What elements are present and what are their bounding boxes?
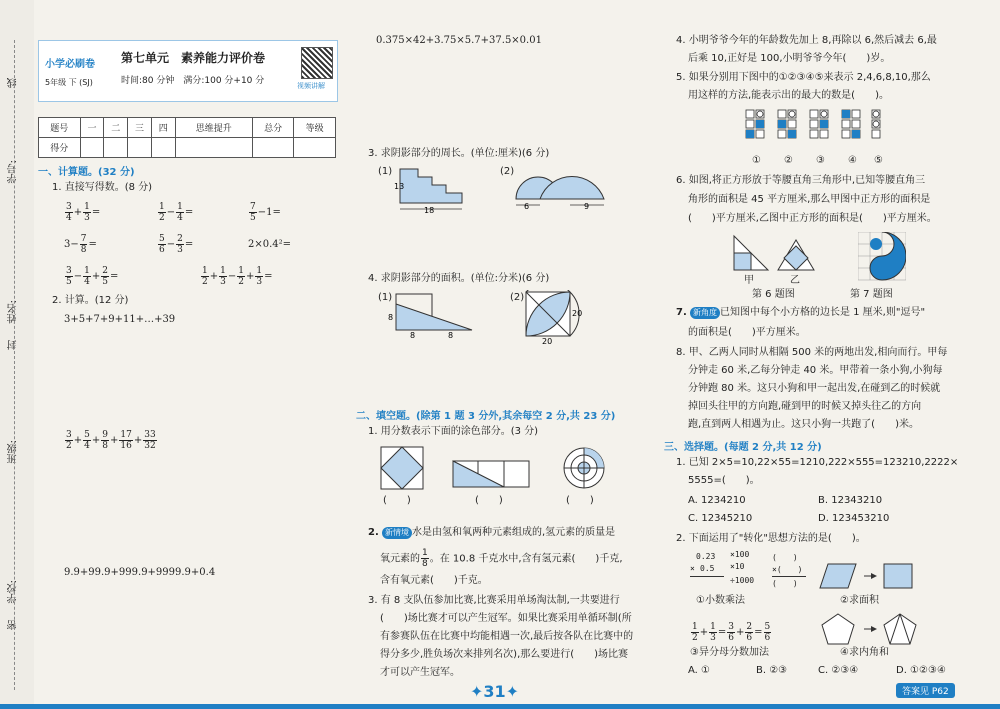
answer-blank[interactable]: ( ) [566,495,594,506]
brand: 小学必刷卷 [45,59,95,70]
dim-label: 18 [424,206,435,213]
dim-label: 8 [410,331,416,340]
abacus-mark: ② [784,155,793,166]
score-header: 四 [151,118,175,138]
q1-3: 3. 求阴影部分的周长。(单位:厘米)(6 分) [368,148,550,159]
option-d[interactable]: D. 123453210 [818,513,890,524]
q2-5-line2: 用这样的方法,能表示出的最大的数是( )。 [688,90,889,101]
petal-square-figure [522,290,582,346]
spine-xuehao: 学号: [8,160,19,184]
method-label: ②求面积 [840,595,879,606]
answer-reference: 答案见 P62 [896,683,955,698]
fig-yi: 乙 [790,275,800,286]
fig-label: (1) [378,166,393,177]
q1-2: 2. 计算。(12 分) [52,295,129,306]
method-label: ④求内角和 [840,647,889,658]
score-header: 三 [128,118,152,138]
calc-item: $\frac{3}{5}$ − $\frac{1}{4}$ + $\frac{2}{5}$ = [66,266,119,287]
q2-6-line2: 角形的面积是 45 平方厘米,那么甲图中正方形的面积是 [688,194,931,205]
spine-seal: 封 [8,340,19,350]
q2-7-line2: 的面积是( )平方厘米。 [688,327,806,338]
fig7-caption: 第 7 题图 [850,289,893,300]
spine-banji: 班级: [8,440,19,464]
calc-decimals: 9.9+99.9+999.9+9999.9+0.4 [64,567,216,578]
score-cell[interactable] [128,138,152,158]
option-a[interactable]: A. 1234210 [688,495,746,506]
part1-title: 一、计算题。(32 分) [38,167,135,178]
score-cell[interactable] [294,138,336,158]
dim-label: 6 [524,202,530,211]
video-label: 视频讲解 [297,82,325,90]
option-a[interactable]: A. ① [688,665,710,676]
pentagon-figure [820,612,920,646]
fraction-addition: $\frac{1}{2}$ + $\frac{1}{3}$ = $\frac{3}{6}$ + $\frac{2}{6}$ = $\frac{5}{6}$ [692,622,771,643]
calc-item: $\frac{1}{2}$ − $\frac{1}{4}$ = [159,202,194,223]
exam-title: 第七单元 素养能力评价卷 [121,51,266,65]
dim-label: 13 [394,182,405,191]
q2-3-line4: 得分多少,胜负场次来排列名次),那么要进行( )场比赛 [380,649,629,660]
strip-figure [452,460,530,488]
calc-item: $\frac{5}{6}$ − $\frac{2}{3}$ = [159,234,194,255]
q2-6-line3: ( )平方厘米,乙图中正方形的面积是( )平方厘米。 [688,213,937,224]
grade: 5年级 下 (SJ) [45,78,93,87]
score-table [38,117,336,158]
abacus-mark: ③ [816,155,825,166]
bottom-bar [0,704,1000,709]
abacus-mark: ① [752,155,761,166]
fig-label: (2) [510,292,525,303]
staircase-figure [392,163,482,213]
abacus-mark: ④ [848,155,857,166]
fig6-caption: 第 6 题图 [752,289,795,300]
spine-line: 线 [8,78,19,88]
spine-close: 密 [8,620,19,630]
spine-school: 学校: [8,580,19,604]
part2-title: 二、填空题。(除第 1 题 3 分外,其余每空 2 分,共 23 分) [356,411,616,422]
new-angle-badge: 新角度 [690,307,720,319]
exam-subtitle: 时间:80 分钟 满分:100 分+10 分 [121,76,265,86]
q2-2-line3: 含有氧元素( )千克。 [380,575,488,586]
score-header: 思维提升 [175,118,252,138]
q3-2: 2. 下面运用了"转化"思想方法的是( )。 [676,533,866,544]
q2-7: 7. 新角度 已知图中每个小方格的边长是 1 厘米,则"逗号" [676,307,926,318]
q1-1: 1. 直接写得数。(8 分) [52,182,153,193]
score-header: 题号 [39,118,81,138]
calc-item: $\frac{1}{2}$ + $\frac{1}{3}$ − $\frac{1}{2}$ + $\frac{1}{3}$ = [202,266,273,287]
q2-8-line4: 掉回头往甲的方向跑,碰到甲的时候又掉头往乙的方向 [688,401,922,412]
calc-item: $\frac{3}{4}$ + $\frac{1}{3}$ = [66,202,101,223]
dim-label: 20 [572,309,582,318]
q2-5: 5. 如果分别用下图中的①②③④⑤来表示 2,4,6,8,10,那么 [676,72,931,83]
calc-item: 2×0.4²= [248,239,292,250]
q2-8-line2: 分钟走 60 米,乙每分钟走 40 米。甲带着一条小狗,小狗每 [688,365,943,376]
calc-item: 3− $\frac{7}{8}$ = [64,234,97,255]
score-row-label: 得分 [39,138,81,158]
dim-label: 8 [388,313,394,322]
q2-3: 3. 有 8 支队伍参加比赛,比赛采用单场淘汰制,一共要进行 [368,595,620,606]
q2-4-line2: 后乘 10,正好是 100,小明爷爷今年( )岁。 [688,53,891,64]
qr-code-icon [301,47,333,79]
semicircles-figure [510,163,610,213]
method-label: ①小数乘法 [696,595,745,606]
comma-grid-figure [858,232,906,288]
score-header: 二 [104,118,128,138]
q3-1: 1. 已知 2×5=10,22×55=1210,222×555=123210,2222× [676,457,959,468]
score-cell[interactable] [252,138,294,158]
triangle-squares-figure [730,232,820,274]
binding-spine [0,0,34,709]
fig-jia: 甲 [744,275,754,286]
dim-label: 20 [542,337,553,346]
dim-label: 9 [584,202,590,211]
cut-line [14,40,15,690]
q2-1: 1. 用分数表示下面的涂色部分。(3 分) [368,426,539,437]
rings-figure [562,446,606,490]
spine-name: 姓名: [8,300,19,324]
calc-fractions: $\frac{3}{2}$ + $\frac{5}{4}$ + $\frac{9}{8}$ + $\frac{17}{16}$ + $\frac{33}{32}$ [66,430,156,451]
option-b[interactable]: B. 12343210 [818,495,883,506]
calc-series: 3+5+7+9+11+…+39 [64,314,176,325]
q2-8-line3: 分钟跑 80 米。这只小狗和甲一起出发,在碰到乙的时候就 [688,383,941,394]
exam-header [38,40,338,102]
q2-6: 6. 如图,将正方形放于等腰直角三角形中,已知等腰直角三 [676,175,926,186]
page-number: ✦31✦ [470,682,520,701]
calc-item: $\frac{7}{5}$ −1= [250,202,281,223]
abacus-mark: ⑤ [874,155,883,166]
calc-multiplication: 0.375×42+3.75×5.7+37.5×0.01 [376,35,542,46]
score-header: 总分 [252,118,294,138]
triangle-square-figure [388,290,478,340]
fig-label: (1) [378,292,393,303]
q3-1-line2: 5555=( )。 [688,475,760,486]
q2-2: 2. 新情境 水是由氢和氧两种元素组成的,氢元素的质量是 [368,527,616,538]
q2-4: 4. 小明爷爷今年的年龄数先加上 8,再除以 6,然后减去 6,最 [676,35,937,46]
answer-blank[interactable]: ( ) [383,495,411,506]
option-b[interactable]: B. ②③ [756,665,788,676]
q2-2-line2: 氧元素的 $\frac{1}{8}$ 。在 10.8 千克水中,含有氢元素( )千克, [380,548,623,569]
score-cell[interactable] [151,138,175,158]
method-label: ③异分母分数加法 [690,647,769,658]
decimal-convert-figure: 0.23 ×100 ( ) × 0.5 ×10 ×( ) ÷1000 ( ) [690,550,808,590]
option-c[interactable]: C. 12345210 [688,513,753,524]
q2-3-line2: ( )场比赛才可以产生冠军。如果比赛采用单循环制(所 [380,613,632,624]
new-context-badge: 新情境 [382,527,412,539]
q2-3-line3: 有参赛队伍在比赛中均能相遇一次,最后按各队在比赛中的 [380,631,634,642]
score-header: 一 [80,118,104,138]
q2-8-line5: 跑,直到两人相遇为止。这只小狗一共跑了( )米。 [688,419,919,430]
abacus-figures [744,108,886,150]
q2-3-line5: 才可以产生冠军。 [380,667,460,678]
fig-label: (2) [500,166,515,177]
dim-label: 8 [448,331,454,340]
score-cell[interactable] [104,138,128,158]
score-cell[interactable] [80,138,104,158]
parallelogram-figure [818,562,918,590]
q2-8: 8. 甲、乙两人同时从相隔 500 米的两地出发,相向而行。甲每 [676,347,948,358]
score-header: 等级 [294,118,336,138]
part3-title: 三、选择题。(每题 2 分,共 12 分) [664,442,822,453]
answer-blank[interactable]: ( ) [475,495,503,506]
score-cell[interactable] [175,138,252,158]
q1-4: 4. 求阴影部分的面积。(单位:分米)(6 分) [368,273,550,284]
option-c[interactable]: C. ②③④ [818,665,859,676]
option-d[interactable]: D. ①②③④ [896,665,946,676]
diamond-square-figure [380,446,424,490]
